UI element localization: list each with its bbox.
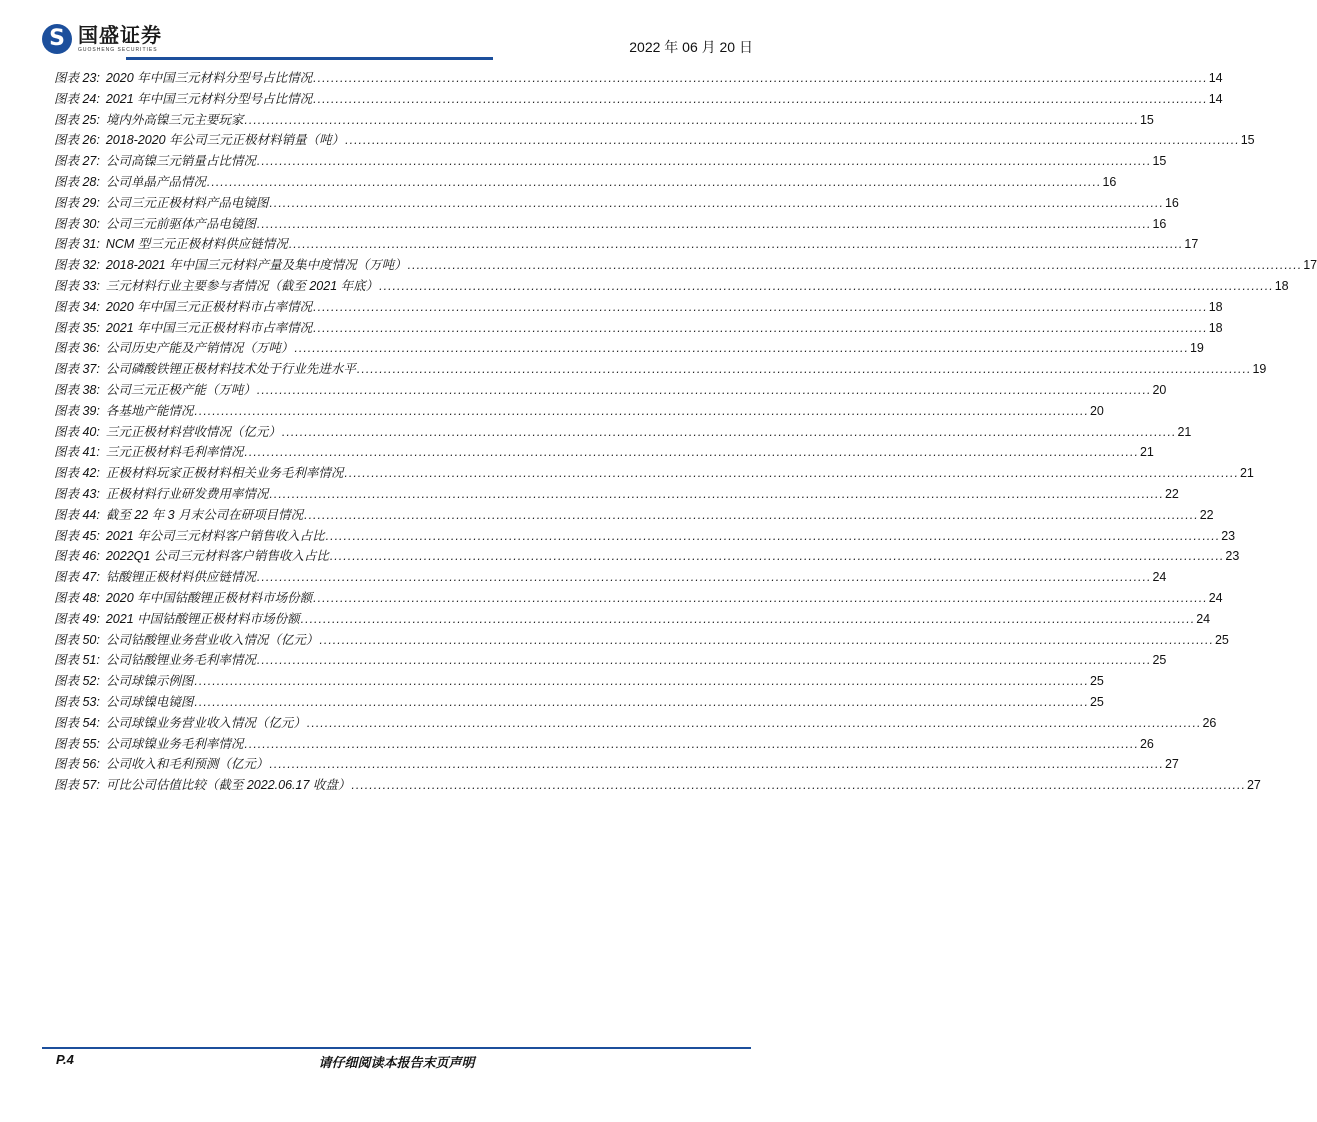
toc-entry[interactable] xyxy=(54,297,1223,318)
toc-entry[interactable] xyxy=(54,671,1104,692)
toc-label: 图表 30: xyxy=(54,216,100,231)
toc-label: 图表 50: xyxy=(54,632,100,647)
toc-entry[interactable] xyxy=(54,754,1179,775)
toc-page: 17 xyxy=(1303,258,1317,273)
toc-title: 截至 22 年 3 月末公司在研项目情况 xyxy=(105,507,304,522)
toc-entry[interactable] xyxy=(54,172,1117,193)
toc-label: 图表 36: xyxy=(54,341,100,356)
toc-page: 25 xyxy=(1089,674,1104,689)
toc-title: 三元正极材料营收情况（亿元） xyxy=(105,424,281,439)
toc-page: 21 xyxy=(1177,424,1192,439)
toc-title: 2018-2021 年中国三元材料产量及集中度情况（万吨） xyxy=(105,258,407,273)
toc-title: 公司三元正极材料产品电镜图 xyxy=(105,195,269,210)
toc-page: 25 xyxy=(1089,694,1104,709)
toc-page: 21 xyxy=(1239,466,1254,481)
toc-page: 14 xyxy=(1208,71,1223,85)
toc-entry[interactable] xyxy=(54,546,1240,567)
toc-label: 图表 34: xyxy=(54,299,100,314)
toc-page: 26 xyxy=(1202,715,1217,730)
toc-entry[interactable] xyxy=(54,567,1167,588)
company-logo xyxy=(42,24,162,54)
toc-page: 20 xyxy=(1089,403,1104,418)
dot-leader: ........................................................................................................................................................................................................ xyxy=(325,528,1221,543)
toc-page: 27 xyxy=(1246,778,1261,793)
toc-entry[interactable] xyxy=(54,630,1229,651)
dot-leader: ........................................................................................................................................................................................................ xyxy=(269,195,1164,210)
toc-title: 公司球镍业务营业收入情况（亿元） xyxy=(105,715,306,730)
toc-title: 公司三元正极产能（万吨） xyxy=(105,382,256,397)
toc-entry[interactable] xyxy=(54,151,1167,172)
dot-leader: ........................................................................................................................................................................................................ xyxy=(269,486,1164,501)
dot-leader: ........................................................................................................................................................................................................ xyxy=(294,341,1189,356)
dot-leader: ........................................................................................................................................................................................................ xyxy=(194,403,1089,418)
logo-icon xyxy=(42,24,72,54)
toc-page: 25 xyxy=(1152,653,1167,668)
toc-label: 图表 46: xyxy=(54,549,100,564)
toc-page: 25 xyxy=(1214,632,1229,647)
toc-title: 公司球镍电镜图 xyxy=(105,694,194,709)
toc-label: 图表 28: xyxy=(54,174,100,189)
dot-leader: ........................................................................................................................................................................................................ xyxy=(345,133,1240,148)
toc-page: 16 xyxy=(1102,174,1117,189)
toc-title: 公司球镍示例图 xyxy=(105,674,194,689)
toc-entry[interactable] xyxy=(54,505,1214,526)
report-date: 2022 年 06 月 20 日 xyxy=(629,39,753,55)
toc-entry[interactable] xyxy=(54,214,1167,235)
toc-label: 图表 53: xyxy=(54,694,100,709)
toc-entry[interactable] xyxy=(54,359,1267,380)
dot-leader: ........................................................................................................................................................................................................ xyxy=(288,237,1184,252)
toc-page: 15 xyxy=(1240,133,1255,148)
toc-page: 14 xyxy=(1208,91,1223,106)
dot-leader: ........................................................................................................................................................................................................ xyxy=(313,299,1208,314)
toc-label: 图表 55: xyxy=(54,736,100,751)
toc-page: 19 xyxy=(1252,362,1267,377)
page-number: P.4 xyxy=(56,1052,74,1067)
toc-entry[interactable] xyxy=(54,68,1223,89)
toc-page: 22 xyxy=(1164,486,1179,501)
toc-entry[interactable] xyxy=(54,526,1236,547)
toc-entry[interactable] xyxy=(54,775,1261,796)
header-divider xyxy=(126,57,493,60)
toc-label: 图表 26: xyxy=(54,133,100,148)
dot-leader: ........................................................................................................................................................................................................ xyxy=(407,258,1303,273)
toc-entry[interactable] xyxy=(54,609,1211,630)
toc-page: 26 xyxy=(1139,736,1154,751)
toc-title: 2021 年公司三元材料客户销售收入占比 xyxy=(105,528,325,543)
toc-page: 23 xyxy=(1225,549,1240,564)
toc-title: 2021 年中国三元材料分型号占比情况 xyxy=(105,91,313,106)
toc-entry[interactable] xyxy=(54,713,1217,734)
toc-title: 正极材料玩家正极材料相关业务毛利率情况 xyxy=(105,466,344,481)
toc-label: 图表 51: xyxy=(54,653,100,668)
toc-title: 公司高镍三元销量占比情况 xyxy=(105,154,256,169)
toc-label: 图表 24: xyxy=(54,91,100,106)
toc-title: 公司三元前驱体产品电镜图 xyxy=(105,216,256,231)
toc-entry[interactable] xyxy=(54,89,1223,110)
toc-label: 图表 49: xyxy=(54,611,100,626)
toc-title: 各基地产能情况 xyxy=(105,403,194,418)
toc-label: 图表 40: xyxy=(54,424,100,439)
dot-leader: ........................................................................................................................................................................................................ xyxy=(313,71,1208,85)
disclaimer-note: 请仔细阅读本报告末页声明 xyxy=(318,1055,475,1070)
toc-title: 2022Q1 公司三元材料客户销售收入占比 xyxy=(105,549,329,564)
toc-label: 图表 27: xyxy=(54,154,100,169)
dot-leader: ........................................................................................................................................................................................................ xyxy=(356,362,1252,377)
toc-entry[interactable] xyxy=(54,130,1255,151)
toc-page: 15 xyxy=(1152,154,1167,169)
toc-entry[interactable] xyxy=(54,193,1179,214)
toc-page: 27 xyxy=(1164,757,1179,772)
toc-title: 正极材料行业研发费用率情况 xyxy=(105,486,269,501)
toc-title: 三元正极材料毛利率情况 xyxy=(105,445,244,460)
toc-title: 三元材料行业主要参与者情况（截至 2021 年底） xyxy=(105,278,379,293)
toc-entry[interactable] xyxy=(54,110,1154,131)
toc-label: 图表 25: xyxy=(54,112,100,127)
toc-page: 18 xyxy=(1208,320,1223,335)
toc-title: 境内外高镍三元主要玩家 xyxy=(105,112,244,127)
toc-label: 图表 35: xyxy=(54,320,100,335)
toc-page: 19 xyxy=(1189,341,1204,356)
toc-entry[interactable] xyxy=(54,588,1223,609)
toc-label: 图表 45: xyxy=(54,528,100,543)
toc-title: 公司钴酸锂业务毛利率情况 xyxy=(105,653,256,668)
dot-leader: ........................................................................................................................................................................................................ xyxy=(194,674,1089,689)
logo-name-cn: 国盛证券 xyxy=(78,23,162,47)
toc-label: 图表 57: xyxy=(54,778,100,793)
toc-title: 可比公司估值比较（截至 2022.06.17 收盘） xyxy=(105,778,351,793)
toc-title: 公司球镍业务毛利率情况 xyxy=(105,736,244,751)
footer-divider xyxy=(42,1047,751,1049)
dot-leader: ........................................................................................................................................................................................................ xyxy=(269,757,1164,772)
toc-entry[interactable] xyxy=(54,442,1154,463)
dot-leader: ........................................................................................................................................................................................................ xyxy=(256,216,1152,231)
dot-leader: ........................................................................................................................................................................................................ xyxy=(329,549,1225,564)
toc-label: 图表 43: xyxy=(54,486,100,501)
toc-title: 公司历史产能及产销情况（万吨） xyxy=(105,341,294,356)
toc-entry[interactable] xyxy=(54,276,1289,297)
toc-label: 图表 42: xyxy=(54,466,100,481)
toc-page: 22 xyxy=(1199,507,1214,522)
dot-leader: ........................................................................................................................................................................................................ xyxy=(256,382,1152,397)
toc-title: 公司钴酸锂业务营业收入情况（亿元） xyxy=(105,632,319,647)
logo-name-en: GUOSHENG SECURITIES xyxy=(78,47,158,53)
toc-title: 公司收入和毛利预测（亿元） xyxy=(105,757,269,772)
toc-label: 图表 56: xyxy=(54,757,100,772)
dot-leader: ........................................................................................................................................................................................................ xyxy=(244,445,1139,460)
toc-entry[interactable] xyxy=(54,380,1167,401)
toc-title: 2018-2020 年公司三元正极材料销量（吨） xyxy=(105,133,345,148)
toc-label: 图表 38: xyxy=(54,382,100,397)
toc-title: 2020 年中国三元材料分型号占比情况 xyxy=(105,71,313,85)
dot-leader: ........................................................................................................................................................................................................ xyxy=(313,91,1208,106)
toc-page: 20 xyxy=(1152,382,1167,397)
toc-entry[interactable] xyxy=(54,422,1192,443)
dot-leader: ........................................................................................................................................................................................................ xyxy=(256,154,1152,169)
toc-page: 23 xyxy=(1221,528,1236,543)
toc-label: 图表 54: xyxy=(54,715,100,730)
toc-entry[interactable] xyxy=(54,734,1154,755)
dot-leader: ........................................................................................................................................................................................................ xyxy=(244,112,1139,127)
toc-label: 图表 39: xyxy=(54,403,100,418)
toc-page: 21 xyxy=(1139,445,1154,460)
toc-label: 图表 37: xyxy=(54,362,100,377)
toc-label: 图表 47: xyxy=(54,570,100,585)
toc-page: 18 xyxy=(1274,278,1289,293)
toc-title: 2020 年中国钴酸锂正极材料市场份额 xyxy=(105,590,313,605)
toc-page: 18 xyxy=(1208,299,1223,314)
dot-leader: ........................................................................................................................................................................................................ xyxy=(244,736,1139,751)
toc-page: 15 xyxy=(1139,112,1154,127)
dot-leader: ........................................................................................................................................................................................................ xyxy=(306,715,1202,730)
toc-title: 公司磷酸铁锂正极材料技术处于行业先进水平 xyxy=(105,362,356,377)
toc-label: 图表 31: xyxy=(54,237,100,252)
dot-leader: ........................................................................................................................................................................................................ xyxy=(304,507,1199,522)
toc-label: 图表 48: xyxy=(54,590,100,605)
dot-leader: ........................................................................................................................................................................................................ xyxy=(256,653,1152,668)
dot-leader: ........................................................................................................................................................................................................ xyxy=(379,278,1274,293)
dot-leader: ........................................................................................................................................................................................................ xyxy=(300,611,1196,626)
toc-entry[interactable] xyxy=(54,650,1167,671)
dot-leader: ........................................................................................................................................................................................................ xyxy=(319,632,1214,647)
figure-table-of-contents xyxy=(54,68,1317,796)
toc-entry[interactable] xyxy=(54,234,1199,255)
toc-entry[interactable] xyxy=(54,318,1223,339)
dot-leader: ........................................................................................................................................................................................................ xyxy=(344,466,1239,481)
dot-leader: ........................................................................................................................................................................................................ xyxy=(206,174,1102,189)
toc-title: 2021 年中国三元正极材料市占率情况 xyxy=(105,320,313,335)
toc-entry[interactable] xyxy=(54,338,1204,359)
toc-page: 16 xyxy=(1164,195,1179,210)
dot-leader: ........................................................................................................................................................................................................ xyxy=(313,320,1208,335)
toc-page: 17 xyxy=(1184,237,1199,252)
toc-label: 图表 29: xyxy=(54,195,100,210)
toc-label: 图表 52: xyxy=(54,674,100,689)
toc-entry[interactable] xyxy=(54,692,1104,713)
toc-label: 图表 41: xyxy=(54,445,100,460)
toc-page: 16 xyxy=(1152,216,1167,231)
toc-page: 24 xyxy=(1196,611,1211,626)
toc-entry[interactable] xyxy=(54,484,1179,505)
toc-title: NCM 型三元正极材料供应链情况 xyxy=(105,237,288,252)
toc-page: 24 xyxy=(1152,570,1167,585)
toc-label: 图表 33: xyxy=(54,278,100,293)
toc-title: 2021 中国钴酸锂正极材料市场份额 xyxy=(105,611,300,626)
toc-entry[interactable] xyxy=(54,463,1254,484)
toc-title: 公司单晶产品情况 xyxy=(105,174,206,189)
dot-leader: ........................................................................................................................................................................................................ xyxy=(313,590,1208,605)
toc-entry[interactable] xyxy=(54,401,1104,422)
toc-label: 图表 32: xyxy=(54,258,100,273)
toc-label: 图表 44: xyxy=(54,507,100,522)
toc-title: 2020 年中国三元正极材料市占率情况 xyxy=(105,299,313,314)
dot-leader: ........................................................................................................................................................................................................ xyxy=(351,778,1246,793)
toc-label: 图表 23: xyxy=(54,71,100,85)
dot-leader: ........................................................................................................................................................................................................ xyxy=(256,570,1152,585)
dot-leader: ........................................................................................................................................................................................................ xyxy=(194,694,1089,709)
dot-leader: ........................................................................................................................................................................................................ xyxy=(281,424,1177,439)
toc-title: 钴酸锂正极材料供应链情况 xyxy=(105,570,256,585)
toc-entry[interactable] xyxy=(54,255,1317,276)
toc-page: 24 xyxy=(1208,590,1223,605)
